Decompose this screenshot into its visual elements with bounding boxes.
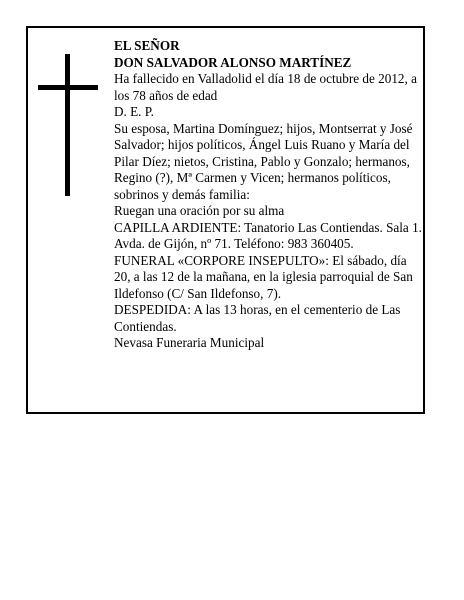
prayer-request: Ruegan una oración por su alma — [114, 203, 285, 218]
farewell-details: DESPEDIDA: A las 13 horas, en el cementerio de Las Contiendas. — [114, 302, 401, 334]
obituary-title: EL SEÑOR — [114, 38, 180, 53]
death-notice: Ha fallecido en Valladolid el día 18 de octubre de 2012, a los 78 años de edad — [114, 71, 417, 103]
cross-icon — [38, 54, 98, 196]
funeral-details: FUNERAL «CORPORE INSEPULTO»: El sábado, día 20, a las 12 de la mañana, en la iglesia parroquial de San Ildefonso (C/ San Ildefonso, 7). — [114, 252, 413, 301]
funeral-home: Nevasa Funeraria Municipal — [114, 335, 265, 350]
obituary-text — [114, 38, 422, 352]
rip-line: D. E. P. — [114, 104, 154, 119]
cross-vertical-bar — [65, 54, 70, 196]
cross-horizontal-bar — [38, 85, 98, 90]
chapel-details: CAPILLA ARDIENTE: Tanatorio Las Contiendas. Sala 1. Avda. de Gijón, nº 71. Teléfono: 983 360405. — [114, 219, 422, 251]
family-list: Su esposa, Martina Domínguez; hijos, Montserrat y José Salvador; hijos políticos, Ángel Luis Ruano y María del Pilar Díez; nietos, Cristina, Pablo y Gonzalo; hermanos, Regino (?), Mª Carmen y Vicen; hermanos políticos, sobrinos y demás familia: — [114, 120, 413, 202]
deceased-name: DON SALVADOR ALONSO MARTÍNEZ — [114, 54, 352, 70]
